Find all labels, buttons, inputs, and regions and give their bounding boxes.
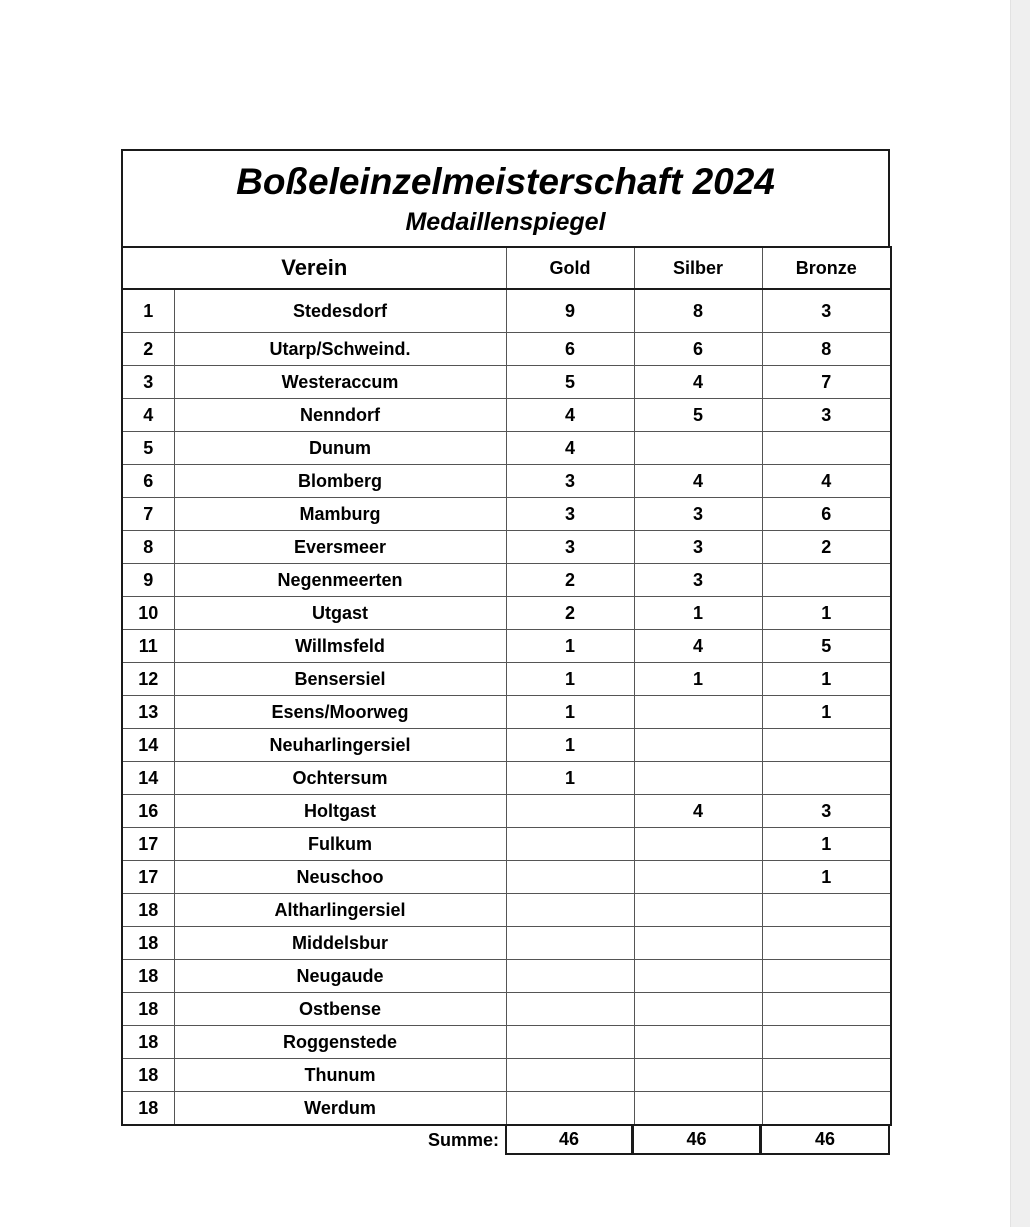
rank-cell: 14	[122, 762, 174, 795]
gold-cell	[506, 894, 634, 927]
rank-cell: 17	[122, 861, 174, 894]
bronze-cell: 7	[762, 366, 891, 399]
silber-cell	[634, 894, 762, 927]
silber-cell	[634, 1092, 762, 1126]
bronze-cell: 1	[762, 861, 891, 894]
verein-cell: Dunum	[174, 432, 506, 465]
table-row	[122, 960, 891, 993]
silber-cell: 4	[634, 366, 762, 399]
bronze-cell	[762, 1059, 891, 1092]
gold-cell	[506, 1026, 634, 1059]
gold-cell	[506, 1059, 634, 1092]
summary-label: Summe:	[427, 1130, 499, 1150]
gold-cell	[506, 993, 634, 1026]
verein-cell: Fulkum	[174, 828, 506, 861]
table-row	[122, 894, 891, 927]
verein-cell: Altharlingersiel	[174, 894, 506, 927]
rank-cell: 18	[122, 927, 174, 960]
silber-cell	[634, 762, 762, 795]
verein-cell: Middelsbur	[174, 927, 506, 960]
bronze-cell	[762, 762, 891, 795]
gold-cell: 3	[506, 465, 634, 498]
column-header-silber: Silber	[634, 247, 762, 289]
gold-cell	[506, 960, 634, 993]
bronze-cell	[762, 729, 891, 762]
silber-cell: 5	[634, 399, 762, 432]
verein-cell: Ostbense	[174, 993, 506, 1026]
table-row	[122, 465, 891, 498]
verein-cell: Mamburg	[174, 498, 506, 531]
gold-cell	[506, 927, 634, 960]
gold-cell	[506, 795, 634, 828]
silber-cell	[634, 927, 762, 960]
bronze-cell	[762, 960, 891, 993]
verein-cell: Thunum	[174, 1059, 506, 1092]
gold-cell: 3	[506, 498, 634, 531]
rank-cell: 10	[122, 597, 174, 630]
bronze-cell: 3	[762, 399, 891, 432]
rank-cell: 3	[122, 366, 174, 399]
gold-cell: 9	[506, 289, 634, 333]
verein-cell: Neuschoo	[174, 861, 506, 894]
bronze-cell: 1	[762, 663, 891, 696]
rank-cell: 18	[122, 1059, 174, 1092]
rank-cell: 11	[122, 630, 174, 663]
gold-cell: 1	[506, 762, 634, 795]
table-row	[122, 828, 891, 861]
verein-cell: Roggenstede	[174, 1026, 506, 1059]
silber-cell	[634, 432, 762, 465]
silber-cell	[634, 729, 762, 762]
table-row	[122, 597, 891, 630]
verein-cell: Nenndorf	[174, 399, 506, 432]
bronze-cell: 1	[762, 597, 891, 630]
silber-cell: 3	[634, 531, 762, 564]
verein-cell: Negenmeerten	[174, 564, 506, 597]
silber-cell	[634, 1026, 762, 1059]
rank-cell: 9	[122, 564, 174, 597]
silber-cell: 4	[634, 465, 762, 498]
silber-cell: 1	[634, 597, 762, 630]
silber-cell: 1	[634, 663, 762, 696]
gold-cell: 1	[506, 696, 634, 729]
table-row	[122, 795, 891, 828]
table-row	[122, 729, 891, 762]
rank-cell: 18	[122, 993, 174, 1026]
rank-cell: 2	[122, 333, 174, 366]
bronze-cell: 4	[762, 465, 891, 498]
verein-cell: Neugaude	[174, 960, 506, 993]
verein-cell: Stedesdorf	[174, 289, 506, 333]
table-row	[122, 333, 891, 366]
table-row	[122, 498, 891, 531]
gold-cell: 4	[506, 399, 634, 432]
rank-cell: 18	[122, 1092, 174, 1126]
column-header-bronze: Bronze	[762, 247, 891, 289]
table-row	[122, 289, 891, 333]
verein-cell: Neuharlingersiel	[174, 729, 506, 762]
bronze-cell	[762, 1092, 891, 1126]
bronze-cell	[762, 432, 891, 465]
medal-table	[121, 246, 892, 1126]
rank-cell: 18	[122, 894, 174, 927]
bronze-cell	[762, 927, 891, 960]
table-row	[122, 399, 891, 432]
bronze-cell	[762, 894, 891, 927]
table-row	[122, 927, 891, 960]
title-box	[121, 149, 890, 246]
silber-cell: 3	[634, 564, 762, 597]
gold-cell	[506, 1092, 634, 1126]
bronze-cell: 8	[762, 333, 891, 366]
gold-cell: 1	[506, 729, 634, 762]
summary-silber: 46	[633, 1126, 761, 1155]
gold-cell	[506, 861, 634, 894]
column-header-verein: Verein	[122, 247, 506, 289]
table-row	[122, 861, 891, 894]
gold-cell: 3	[506, 531, 634, 564]
silber-cell: 3	[634, 498, 762, 531]
table-row	[122, 762, 891, 795]
table-row	[122, 1059, 891, 1092]
table-row	[122, 1092, 891, 1126]
silber-cell	[634, 993, 762, 1026]
table-row	[122, 630, 891, 663]
bronze-cell	[762, 564, 891, 597]
gold-cell: 2	[506, 564, 634, 597]
rank-cell: 16	[122, 795, 174, 828]
page-subtitle: Medaillenspiegel	[405, 208, 606, 236]
bronze-cell: 2	[762, 531, 891, 564]
table-row	[122, 564, 891, 597]
bronze-cell: 5	[762, 630, 891, 663]
rank-cell: 4	[122, 399, 174, 432]
silber-cell	[634, 696, 762, 729]
table-row	[122, 663, 891, 696]
bronze-cell: 1	[762, 828, 891, 861]
verein-cell: Bensersiel	[174, 663, 506, 696]
rank-cell: 12	[122, 663, 174, 696]
gold-cell	[506, 828, 634, 861]
silber-cell	[634, 828, 762, 861]
rank-cell: 5	[122, 432, 174, 465]
page-title: Boßeleinzelmeisterschaft 2024	[236, 161, 775, 202]
rank-cell: 8	[122, 531, 174, 564]
silber-cell: 8	[634, 289, 762, 333]
table-row	[122, 993, 891, 1026]
rank-cell: 1	[122, 289, 174, 333]
table-body	[122, 289, 891, 1125]
bronze-cell: 3	[762, 289, 891, 333]
table-row	[122, 366, 891, 399]
rank-cell: 14	[122, 729, 174, 762]
bronze-cell: 3	[762, 795, 891, 828]
scrollbar[interactable]	[1010, 0, 1030, 1227]
gold-cell: 2	[506, 597, 634, 630]
verein-cell: Esens/Moorweg	[174, 696, 506, 729]
silber-cell: 4	[634, 795, 762, 828]
table-row	[122, 1026, 891, 1059]
rank-cell: 7	[122, 498, 174, 531]
table-row	[122, 531, 891, 564]
silber-cell	[634, 960, 762, 993]
verein-cell: Eversmeer	[174, 531, 506, 564]
verein-cell: Westeraccum	[174, 366, 506, 399]
summary-row	[121, 1126, 890, 1155]
gold-cell: 5	[506, 366, 634, 399]
bronze-cell: 6	[762, 498, 891, 531]
verein-cell: Blomberg	[174, 465, 506, 498]
silber-cell: 6	[634, 333, 762, 366]
summary-gold: 46	[505, 1126, 633, 1155]
table-header-row	[122, 247, 891, 289]
rank-cell: 18	[122, 960, 174, 993]
summary-bronze: 46	[761, 1126, 890, 1155]
silber-cell	[634, 861, 762, 894]
bronze-cell	[762, 993, 891, 1026]
gold-cell: 1	[506, 663, 634, 696]
gold-cell: 6	[506, 333, 634, 366]
gold-cell: 1	[506, 630, 634, 663]
silber-cell: 4	[634, 630, 762, 663]
medal-table-sheet	[121, 149, 890, 1155]
gold-cell: 4	[506, 432, 634, 465]
rank-cell: 6	[122, 465, 174, 498]
table-row	[122, 432, 891, 465]
bronze-cell	[762, 1026, 891, 1059]
verein-cell: Utgast	[174, 597, 506, 630]
verein-cell: Holtgast	[174, 795, 506, 828]
bronze-cell: 1	[762, 696, 891, 729]
rank-cell: 13	[122, 696, 174, 729]
rank-cell: 18	[122, 1026, 174, 1059]
verein-cell: Ochtersum	[174, 762, 506, 795]
verein-cell: Werdum	[174, 1092, 506, 1126]
silber-cell	[634, 1059, 762, 1092]
table-row	[122, 696, 891, 729]
rank-cell: 17	[122, 828, 174, 861]
column-header-gold: Gold	[506, 247, 634, 289]
verein-cell: Willmsfeld	[174, 630, 506, 663]
verein-cell: Utarp/Schweind.	[174, 333, 506, 366]
